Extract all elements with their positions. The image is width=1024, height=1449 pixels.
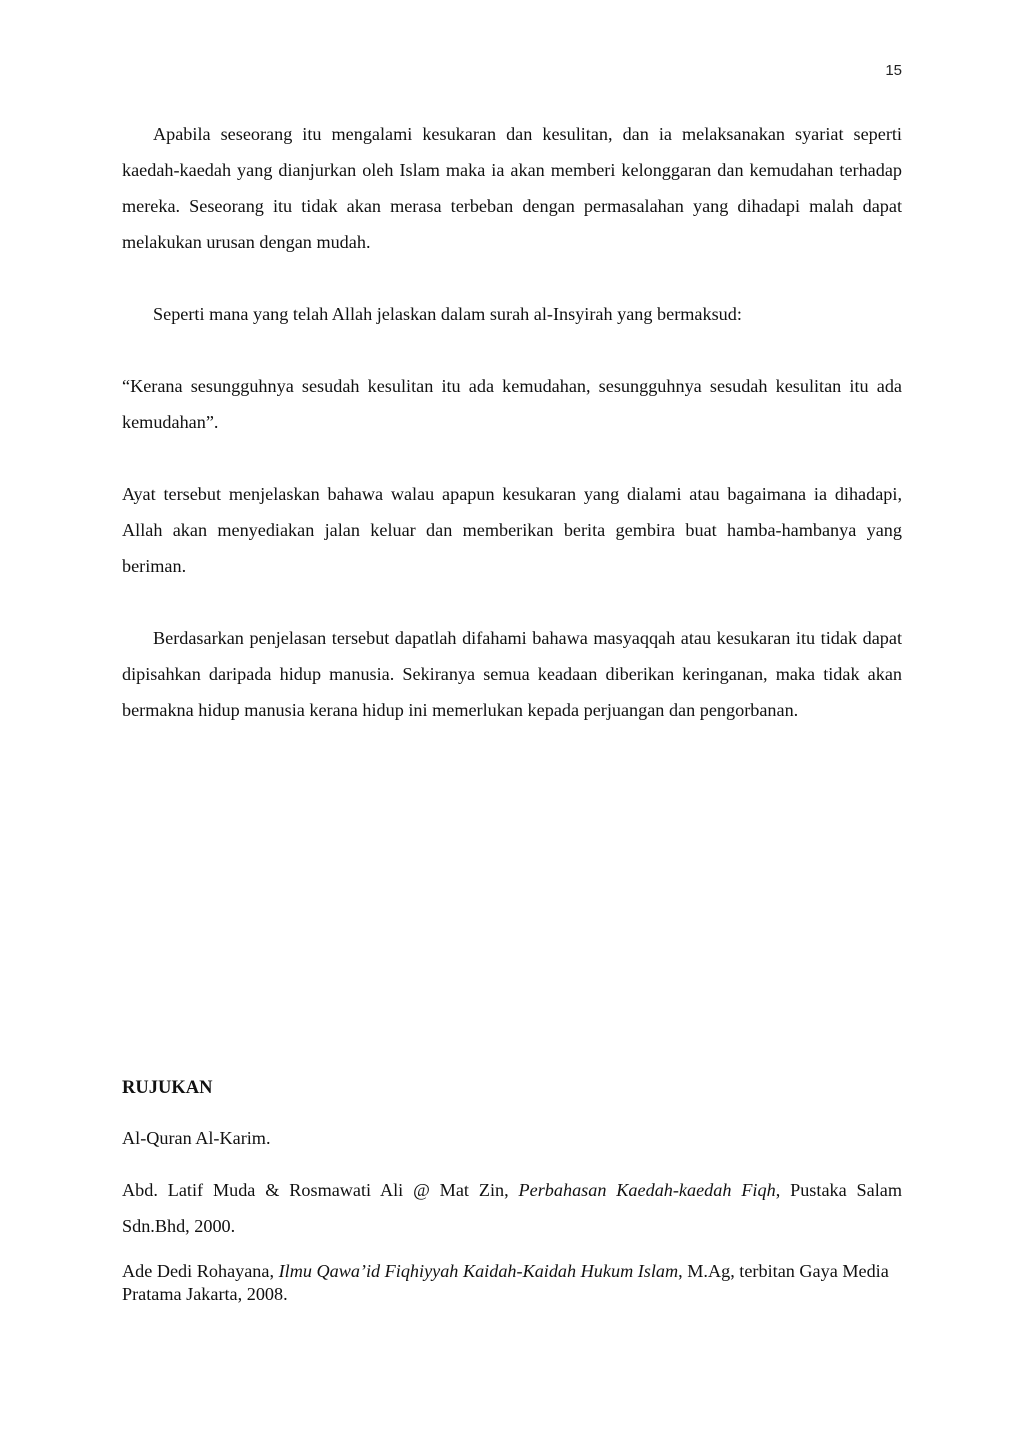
paragraph-verse-explanation: Ayat tersebut menjelaskan bahawa walau apapun kesukaran yang dialami atau bagaimana ia dihadapi, Allah akan menyediakan jalan keluar dan memberikan berita gembira buat hamba-hambanya yang beriman. [122, 484, 902, 576]
page-number: 15 [885, 62, 902, 79]
reference-item-quran [122, 1120, 902, 1156]
reference-item-latif-muda [122, 1172, 902, 1244]
references-heading: RUJUKAN [122, 1078, 213, 1098]
references-section [122, 1070, 902, 1306]
paragraph-surah-intro: Seperti mana yang telah Allah jelaskan dalam surah al-Insyirah yang bermaksud: [153, 304, 742, 324]
reference-publisher: , Pustaka Salam Sdn.Bhd, 2000. [122, 1180, 903, 1236]
paragraph-quran-quote: “Kerana sesungguhnya sesudah kesulitan itu ada kemudahan, sesungguhnya sesudah kesulitan itu ada kemudahan”. [122, 376, 902, 432]
reference-publisher: , M.Ag, terbitan Gaya Media Pratama Jakarta, 2008. [122, 1261, 889, 1304]
reference-title: Perbahasan Kaedah-kaedah Fiqh [518, 1180, 776, 1200]
body-text [122, 116, 902, 728]
reference-authors: Ade Dedi Rohayana, [122, 1261, 279, 1281]
paragraph-conclusion: Berdasarkan penjelasan tersebut dapatlah difahami bahawa masyaqqah atau kesukaran itu tidak dapat dipisahkan daripada hidup manusia. Sekiranya semua keadaan diberikan keringanan, maka tidak akan bermakna hidup manusia kerana hidup ini memerlukan kepada perjuangan dan pengorbanan. [122, 628, 902, 720]
reference-title: Ilmu Qawa’id Fiqhiyyah Kaidah-Kaidah Hukum Islam [278, 1261, 679, 1281]
reference-text: Al-Quran Al-Karim. [122, 1128, 271, 1148]
reference-item-rohayana [122, 1260, 902, 1306]
paragraph-hardship-ease: Apabila seseorang itu mengalami kesukaran dan kesulitan, dan ia melaksanakan syariat seperti kaedah-kaedah yang dianjurkan oleh Islam maka ia akan memberi kelonggaran dan kemudahan terhadap mereka. Seseorang itu tidak akan merasa terbeban dengan permasalahan yang dihadapi malah dapat melakukan urusan dengan mudah. [122, 124, 902, 252]
reference-authors: Abd. Latif Muda & Rosmawati Ali @ Mat Zin, [122, 1180, 519, 1200]
